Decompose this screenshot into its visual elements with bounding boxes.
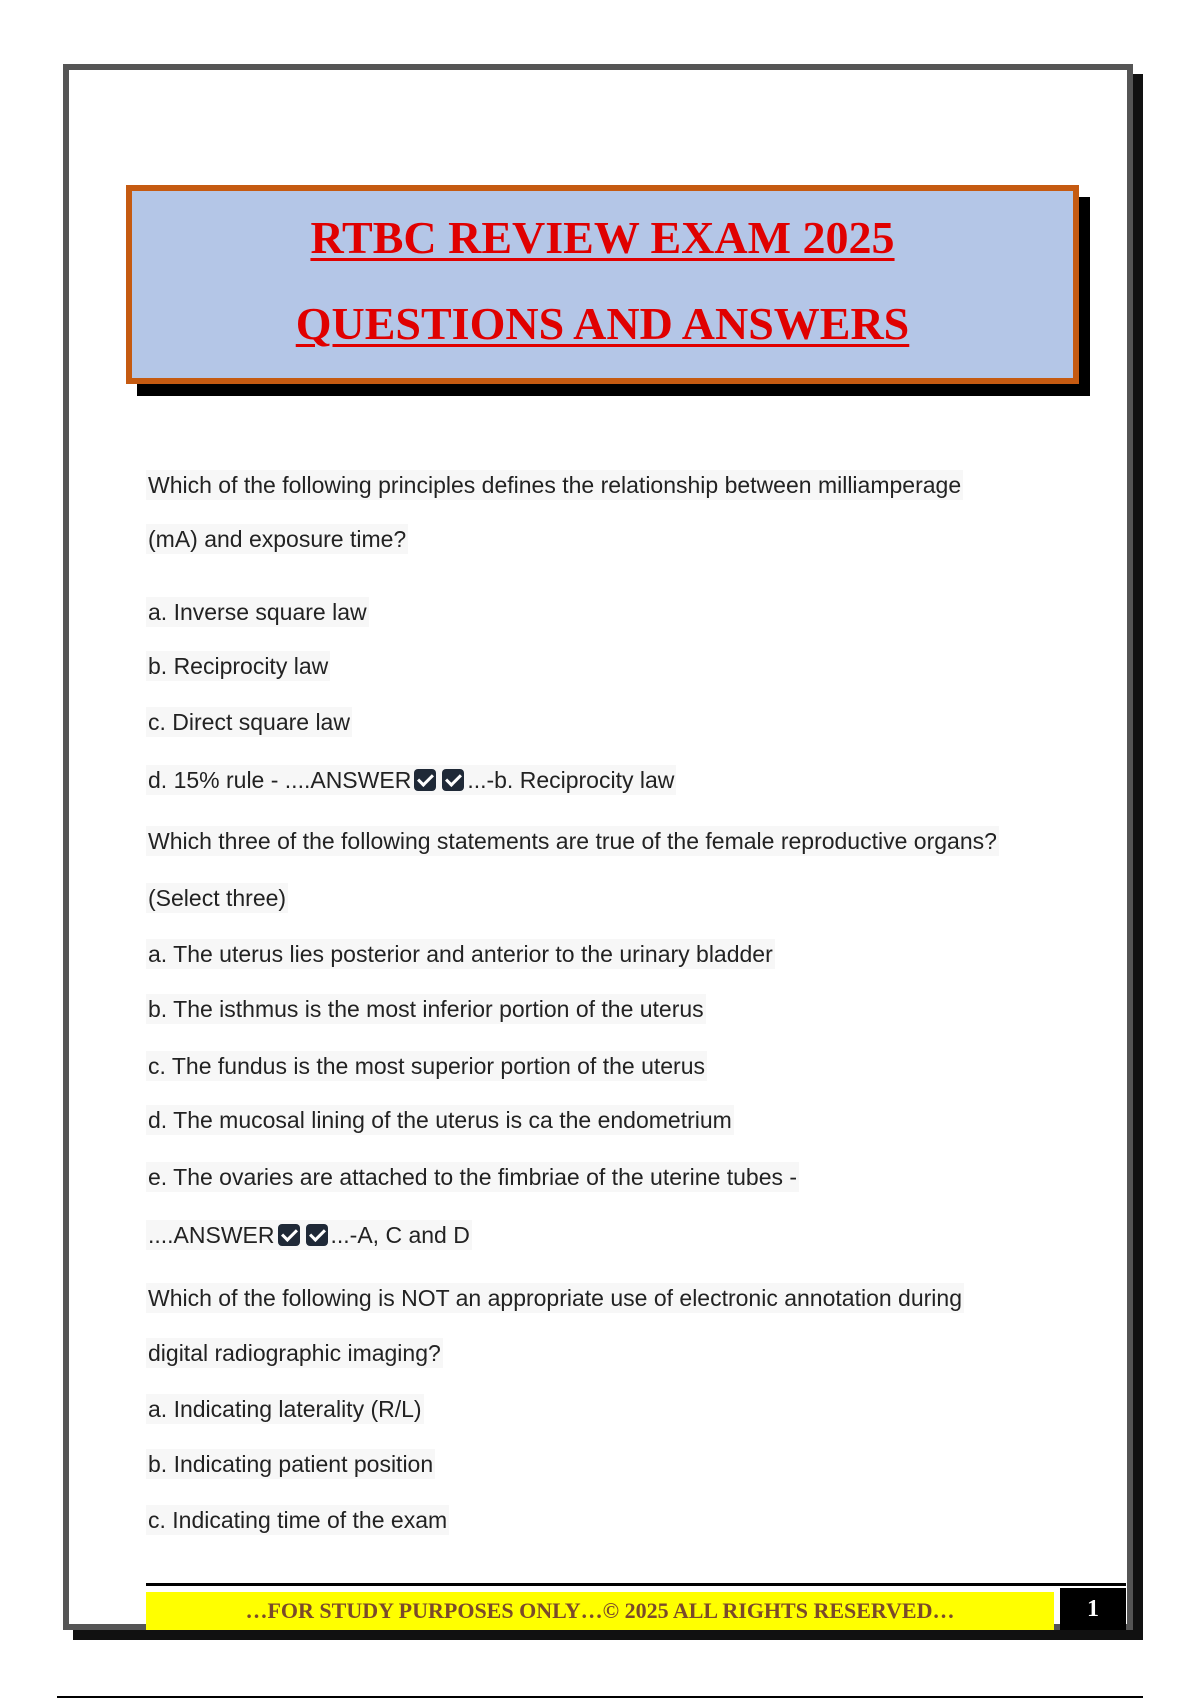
question-3-option-c: c. Indicating time of the exam — [148, 1507, 448, 1533]
footer-divider — [146, 1583, 1126, 1586]
question-2-option-b: b. The isthmus is the most inferior portion of the uterus — [148, 996, 704, 1022]
question-1-option-d-answer — [146, 765, 676, 795]
footer-banner: …FOR STUDY PURPOSES ONLY…© 2025 ALL RIGHTS RESERVED… — [146, 1592, 1054, 1630]
question-3-stem-line-1: Which of the following is NOT an appropriate use of electronic annotation during — [148, 1285, 962, 1311]
check-box-icon — [278, 1224, 300, 1246]
question-2-answer-line — [146, 1220, 472, 1250]
question-3-option-a: a. Indicating laterality (R/L) — [148, 1396, 422, 1422]
check-box-icon — [414, 769, 436, 791]
question-2-answer-label: ....ANSWER — [148, 1222, 275, 1248]
question-2-option-c: c. The fundus is the most superior portion of the uterus — [148, 1053, 705, 1079]
check-box-icon — [442, 769, 464, 791]
bottom-divider — [57, 1696, 1143, 1698]
question-1-option-b: b. Reciprocity law — [148, 653, 329, 679]
question-1-option-d-text: d. 15% rule - ....ANSWER — [148, 767, 412, 793]
question-2-stem-line-2: (Select three) — [148, 885, 287, 911]
title-banner — [126, 185, 1079, 384]
question-1-answer: ...-b. Reciprocity law — [467, 767, 675, 793]
question-1-option-c: c. Direct square law — [148, 709, 350, 735]
question-2-option-a: a. The uterus lies posterior and anterior to the urinary bladder — [148, 941, 773, 967]
question-1-stem-line-2: (mA) and exposure time? — [148, 526, 407, 552]
page-number: 1 — [1060, 1588, 1126, 1630]
question-1-option-a: a. Inverse square law — [148, 599, 367, 625]
question-3-option-b: b. Indicating patient position — [148, 1451, 434, 1477]
question-2-option-e: e. The ovaries are attached to the fimbriae of the uterine tubes - — [148, 1164, 798, 1190]
question-1-stem-line-1: Which of the following principles defines the relationship between milliamperage — [148, 472, 962, 498]
check-box-icon — [306, 1224, 328, 1246]
question-2-option-d: d. The mucosal lining of the uterus is ca the endometrium — [148, 1107, 732, 1133]
page-title-line-2: QUESTIONS AND ANSWERS — [295, 298, 910, 349]
question-2-stem-line-1: Which three of the following statements are true of the female reproductive organs? — [148, 828, 997, 854]
question-3-stem-line-2: digital radiographic imaging? — [148, 1340, 441, 1366]
page-title-line-1: RTBC REVIEW EXAM 2025 — [310, 212, 895, 263]
question-2-answer: ...-A, C and D — [330, 1222, 470, 1248]
